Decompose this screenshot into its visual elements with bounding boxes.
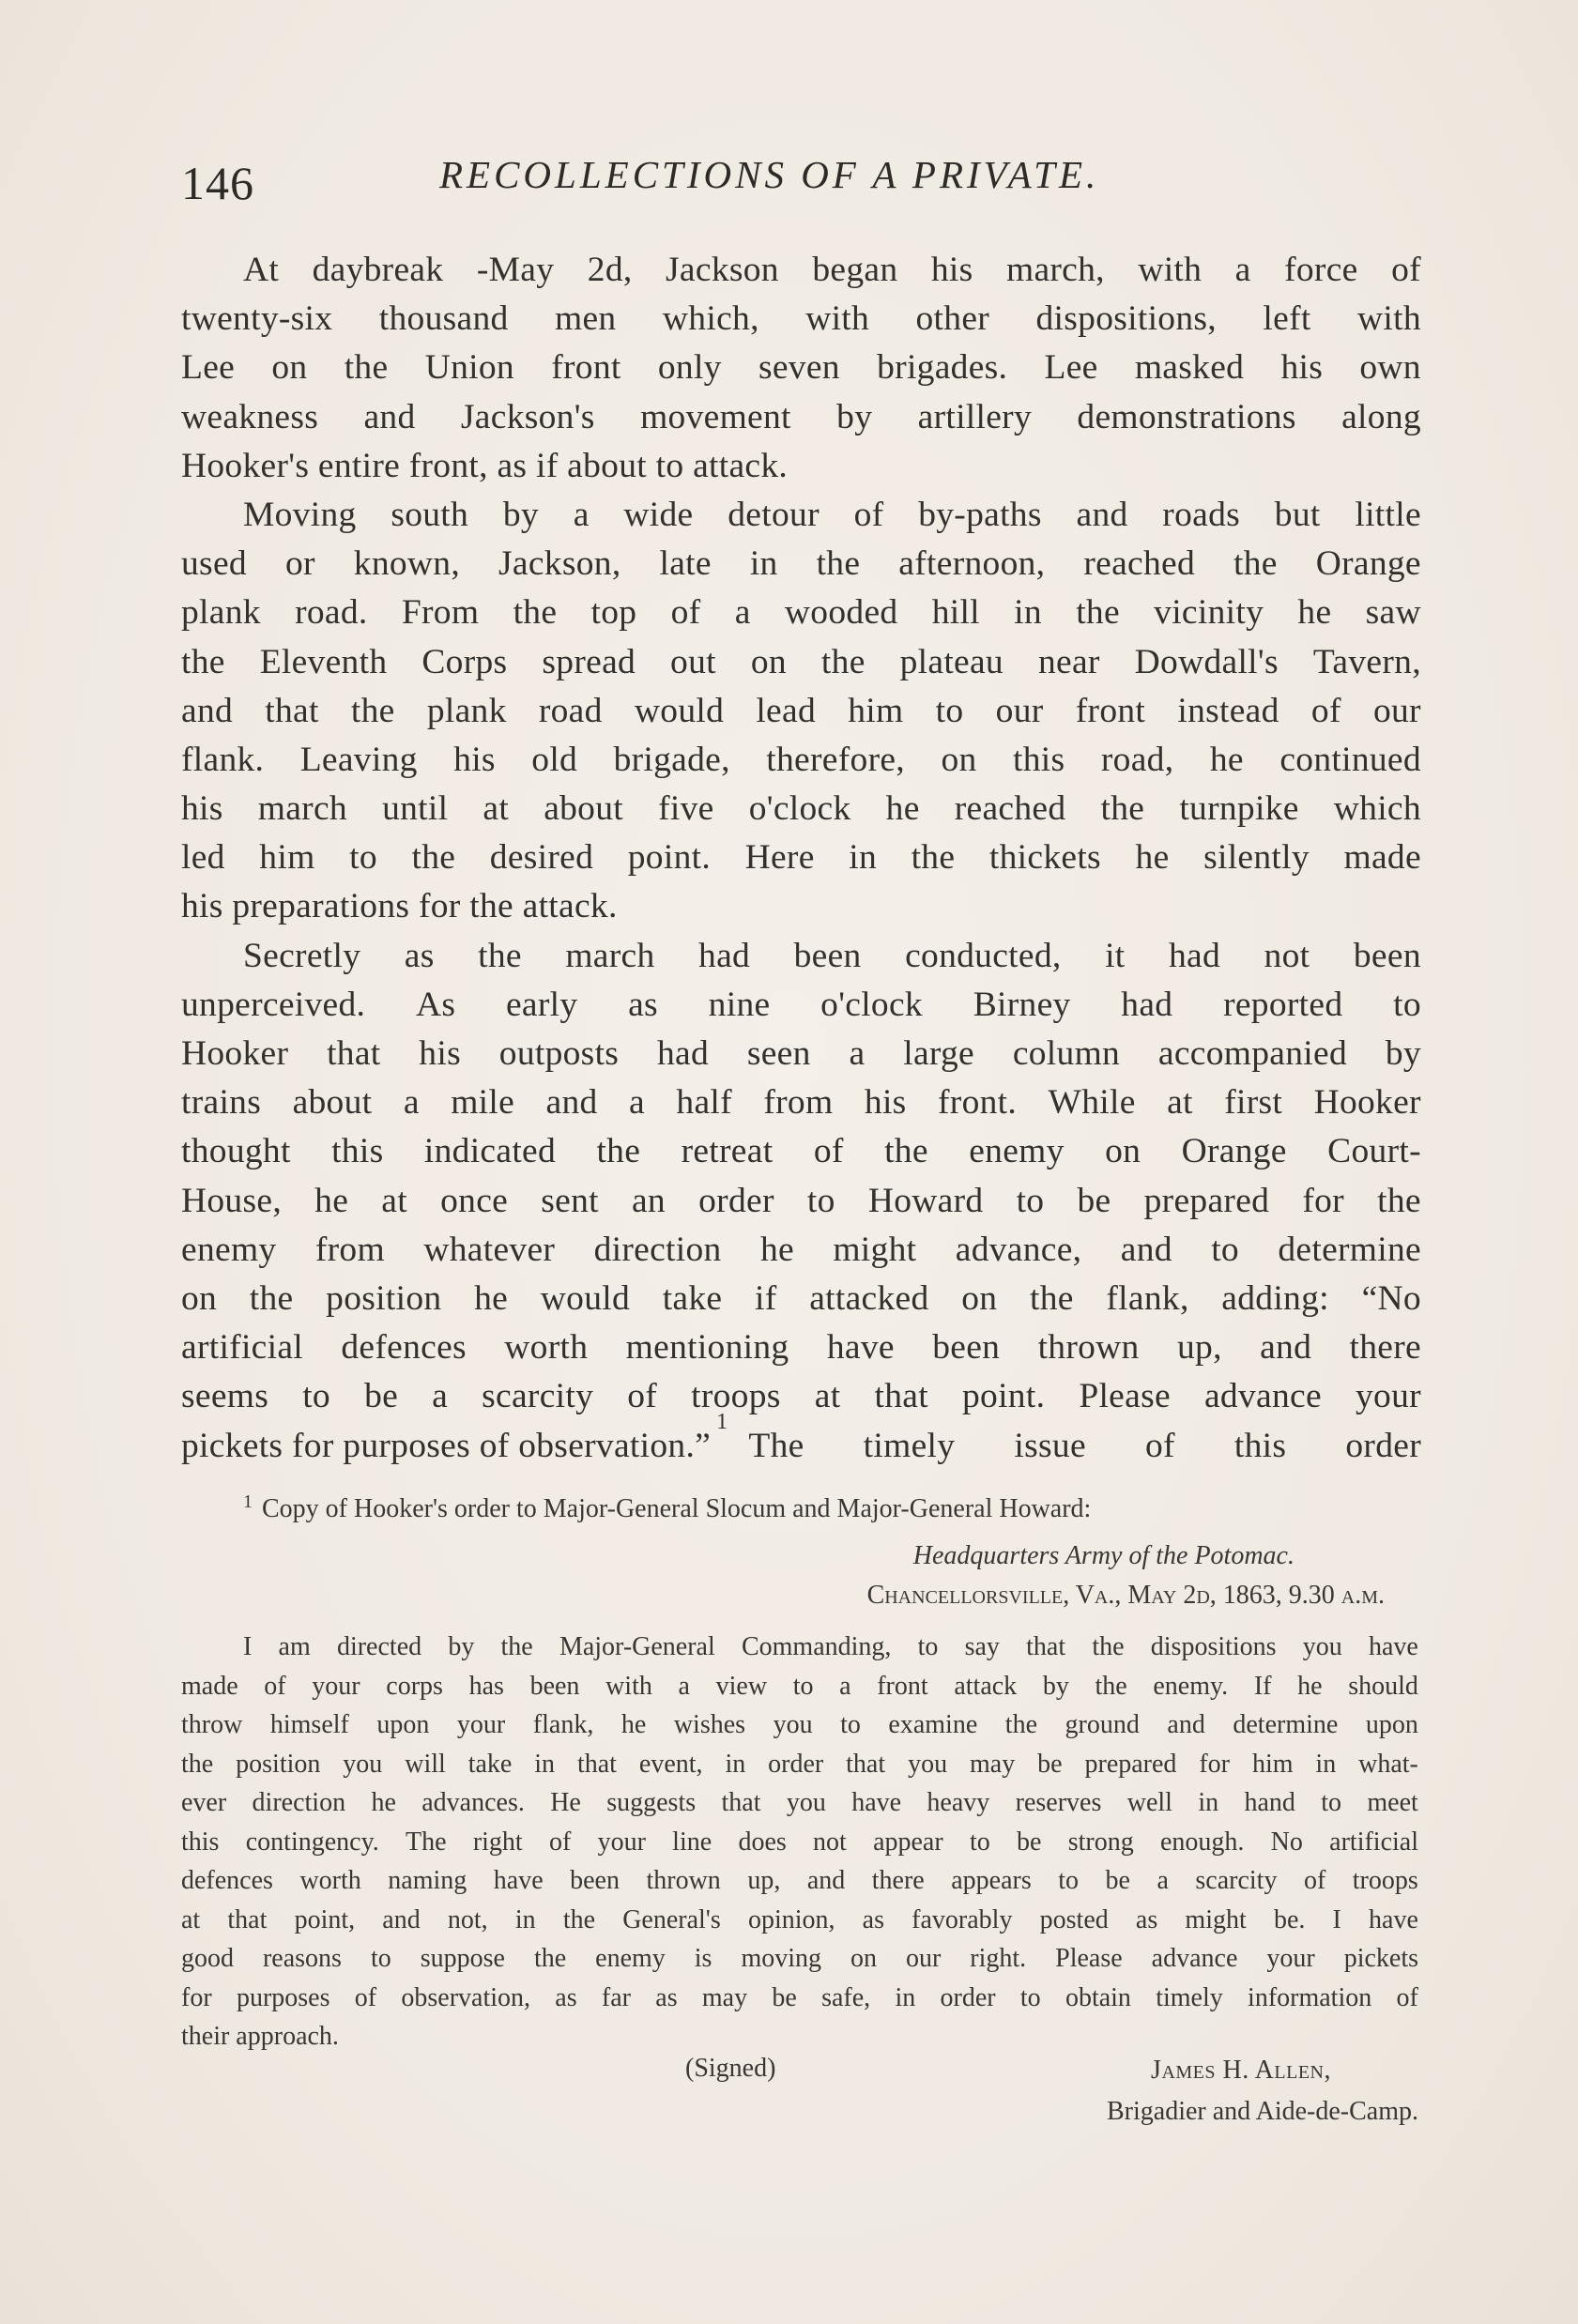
letter-line: the position you will take in that event, in order that you may be prepared for him in what-: [181, 1749, 1418, 1779]
letter-line: for purposes of observation, as far as may be safe, in order to obtain timely information of: [181, 1982, 1418, 2012]
text-line: his preparations for the attack.: [181, 887, 618, 926]
text-line: Lee on the Union front only seven brigades. Lee masked his own: [181, 348, 1421, 388]
letter-body: [181, 1628, 1418, 2056]
text-line: artificial defences worth mentioning have been thrown up, and there: [181, 1328, 1421, 1368]
text-line: the Eleventh Corps spread out on the plateau near Dowdall's Tavern,: [181, 642, 1421, 681]
text-line-with-footnote-ref: [181, 1409, 1421, 1471]
text-line: weakness and Jackson's movement by artillery demonstrations along: [181, 397, 1421, 436]
signer-name: James H. Allen,: [1151, 2056, 1331, 2085]
letter-line: their approach.: [181, 2022, 339, 2051]
footnote-intro: [243, 1491, 1092, 1524]
letter-line: good reasons to suppose the enemy is moving on our right. Please advance your pickets: [181, 1944, 1418, 1973]
text-line: trains about a mile and a half from his front. While at first Hooker: [181, 1083, 1421, 1123]
text-line: flank. Leaving his old brigade, therefore, on this road, he continued: [181, 740, 1421, 779]
text-line: twenty-six thousand men which, with other dispositions, left with: [181, 299, 1421, 339]
letter-heading: Headquarters Army of the Potomac.: [912, 1541, 1295, 1570]
text-line: unperceived. As early as nine o'clock Birney had reported to: [181, 985, 1421, 1024]
letter-line: defences worth naming have been thrown up, and there appears to be a scarcity of troops: [181, 1866, 1418, 1895]
page-number: 146: [181, 157, 254, 209]
footnote-intro-text: Copy of Hooker's order to Major-General Slocum and Major-General Howard:: [262, 1494, 1092, 1523]
letter-line: this contingency. The right of your line does not appear to be strong enough. No artificial: [181, 1827, 1418, 1857]
text-line: and that the plank road would lead him to our front instead of our: [181, 691, 1421, 730]
text-line: on the position he would take if attacked on the flank, adding: “No: [181, 1278, 1421, 1318]
text-line: Hooker that his outposts had seen a large column accompanied by: [181, 1034, 1421, 1073]
text-line: used or known, Jackson, late in the afternoon, reached the Orange: [181, 544, 1421, 584]
text-line-tail: The timely issue of this order: [748, 1426, 1421, 1465]
letter-dateline: Chancellorsville, Va., May 2d, 1863, 9.30 a.m.: [866, 1581, 1385, 1610]
letter-line: at that point, and not, in the General's opinion, as favorably posted as might be. I have: [181, 1904, 1418, 1934]
text-line: Secretly as the march had been conducted, it had not been: [243, 936, 1421, 975]
text-line: At daybreak -May 2d, Jackson began his march, with a force of: [243, 251, 1421, 289]
text-line: thought this indicated the retreat of the enemy on Orange Court-: [181, 1132, 1421, 1171]
text-line: plank road. From the top of a wooded hill in the vicinity he saw: [181, 593, 1421, 633]
running-head: [181, 150, 1420, 216]
signed-label: (Signed): [685, 2054, 776, 2083]
text-line: enemy from whatever direction he might advance, and to determine: [181, 1230, 1421, 1269]
running-title: RECOLLECTIONS OF A PRIVATE.: [439, 153, 1100, 196]
text-line: Moving south by a wide detour of by-paths and roads but little: [243, 495, 1421, 534]
body-text: [181, 246, 1421, 1471]
signer-rank: Brigadier and Aide-de-Camp.: [1106, 2097, 1418, 2126]
text-line: seems to be a scarcity of troops at that point. Please advance your: [181, 1377, 1421, 1416]
letter-line: ever direction he advances. He suggests that you have heavy reserves well in hand to meet: [181, 1788, 1418, 1817]
text-line: his march until at about five o'clock he reached the turnpike which: [181, 789, 1421, 829]
letter-line: throw himself upon your flank, he wishes you to examine the ground and determine upon: [181, 1710, 1418, 1739]
footnote-reference[interactable]: 1: [716, 1409, 728, 1434]
letter-line: made of your corps has been with a view to a front attack by the enemy. If he should: [181, 1671, 1418, 1701]
text-line: Hooker's entire front, as if about to attack.: [181, 446, 789, 485]
text-line-head: pickets for purposes of observation.”: [181, 1426, 712, 1465]
letter-line: I am directed by the Major-General Commanding, to say that the dispositions you have: [243, 1632, 1418, 1661]
text-line: House, he at once sent an order to Howard to be prepared for the: [181, 1181, 1421, 1220]
footnote-number: 1: [243, 1491, 253, 1512]
text-line: led him to the desired point. Here in the thickets he silently made: [181, 838, 1421, 878]
